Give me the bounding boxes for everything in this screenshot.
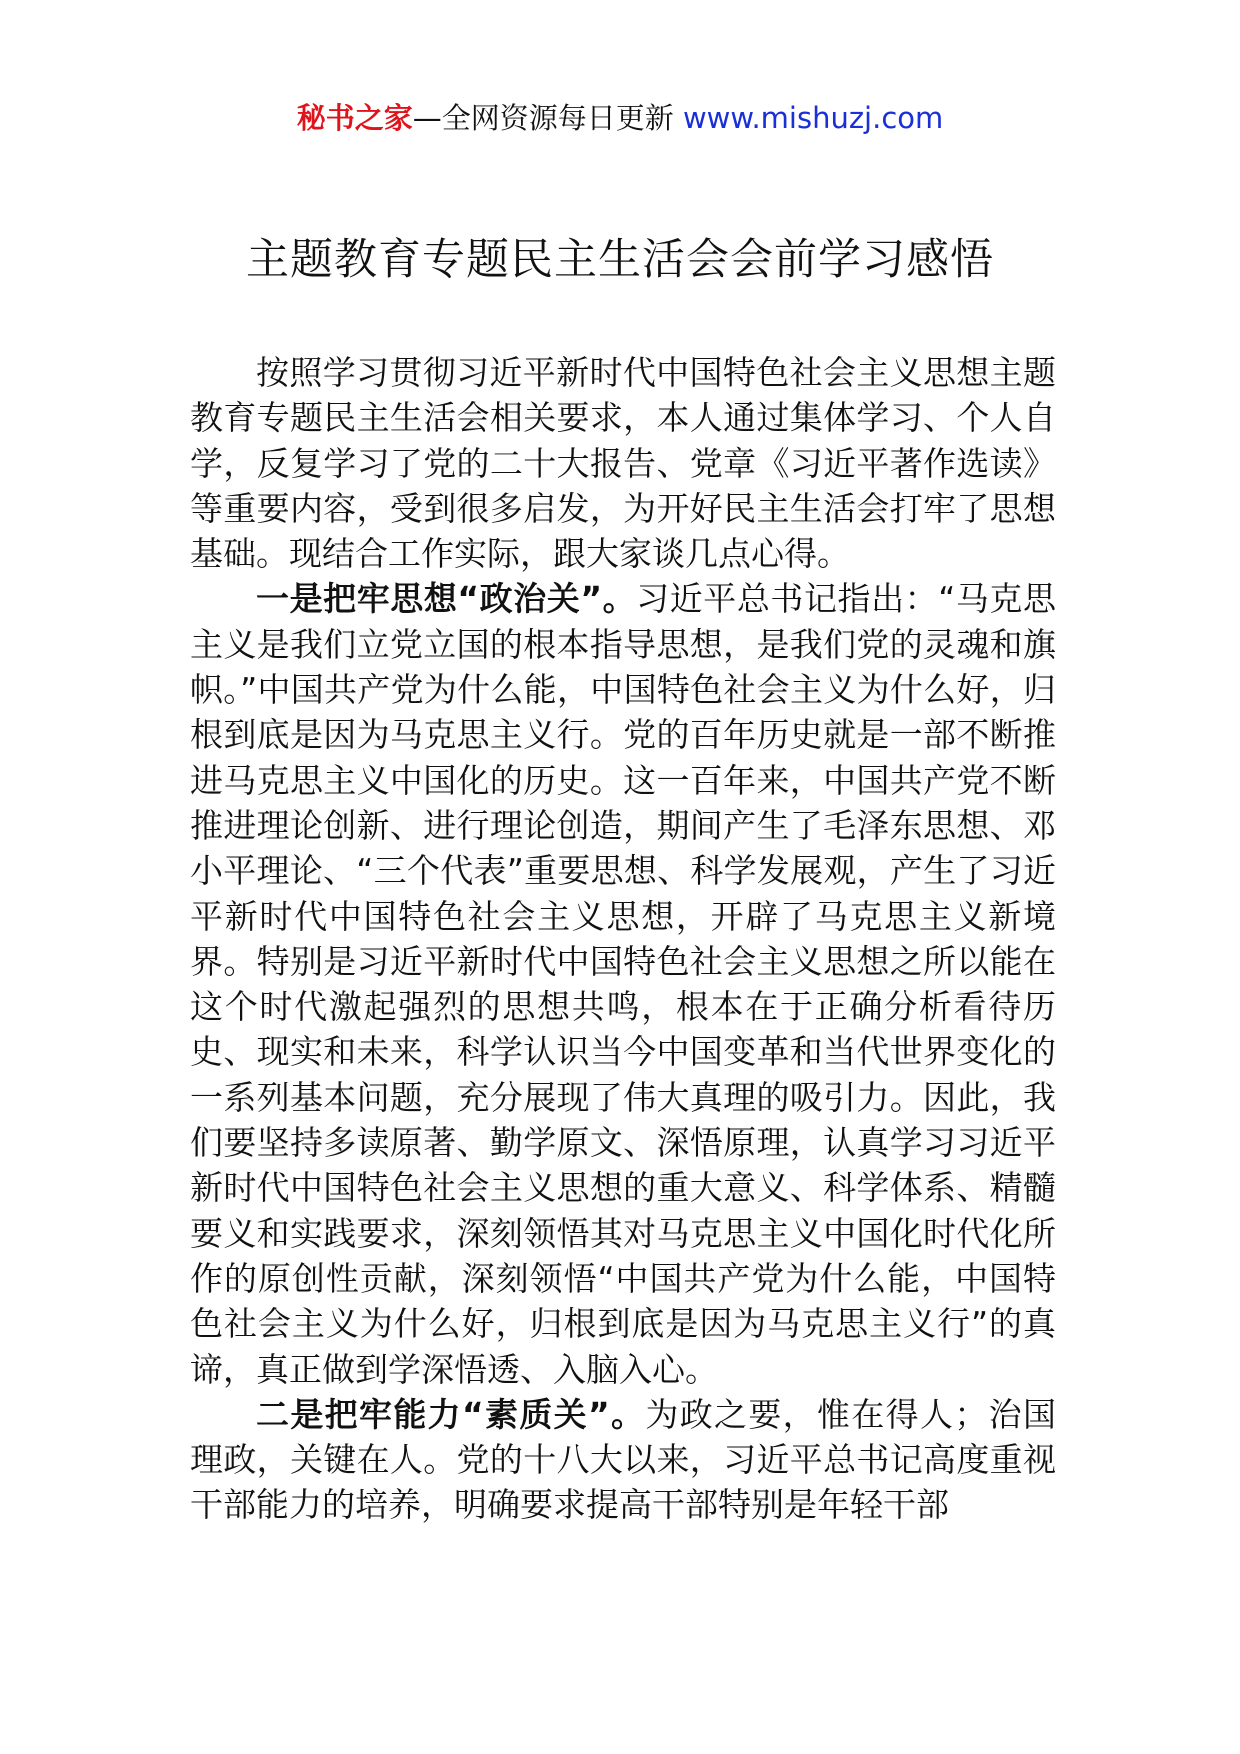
site-tagline: —全网资源每日更新 <box>412 101 683 135</box>
paragraph-lead: 二是把牢能力“素质关”。 <box>256 1394 646 1434</box>
paragraph-political <box>190 576 1056 1391</box>
paragraph-text: 为政之要，惟在得人；治国理政，关键在人。党的十八大以来，习近平总书记高度重视干部能力的培养，明确要求提高干部特别是年轻干部 <box>190 1394 1056 1525</box>
document-body <box>190 350 1056 1528</box>
paragraph-text: 习近平总书记指出：“马克思主义是我们立党立国的根本指导思想，是我们党的灵魂和旗帜。”中国共产党为什么能，中国特色社会主义为什么好，归根到底是因为马克思主义行。党的百年历史就是一部不断推进马克思主义中国化的历史。这一百年来，中国共产党不断推进理论创新、进行理论创造，期间产生了毛泽东思想、邓小平理论、“三个代表”重要思想、科学发展观，产生了习近平新时代中国特色社会主义思想，开辟了马克思主义新境界。特别是习近平新时代中国特色社会主义思想之所以能在这个时代激起强烈的思想共鸣，根本在于正确分析看待历史、现实和未来，科学认识当今中国变革和当代世界变化的一系列基本问题，充分展现了伟大真理的吸引力。因此，我们要坚持多读原著、勤学原文、深悟原理，认真学习习近平新时代中国特色社会主义思想的重大意义、科学体系、精髓要义和实践要求，深刻领悟其对马克思主义中国化时代化所作的原创性贡献，深刻领悟“中国共产党为什么能，中国特色社会主义为什么好，归根到底是因为马克思主义行”的真谛，真正做到学深悟透、入脑入心。 <box>190 579 1056 1389</box>
paragraph-intro <box>190 350 1056 576</box>
site-header <box>0 98 1240 138</box>
site-brand: 秘书之家 <box>296 101 413 135</box>
site-url-link[interactable]: www.mishuzj.com <box>682 101 944 135</box>
paragraph-lead: 一是把牢思想“政治关”。 <box>256 579 637 619</box>
paragraph-ability <box>190 1392 1056 1528</box>
document-title: 主题教育专题民主生活会会前学习感悟 <box>246 235 994 285</box>
paragraph-text: 按照学习贯彻习近平新时代中国特色社会主义思想主题教育专题民主生活会相关要求，本人通过集体学习、个人自学，反复学习了党的二十大报告、党章《习近平著作选读》等重要内容，受到很多启发，为开好民主生活会打牢了思想基础。现结合工作实际，跟大家谈几点心得。 <box>190 353 1056 574</box>
